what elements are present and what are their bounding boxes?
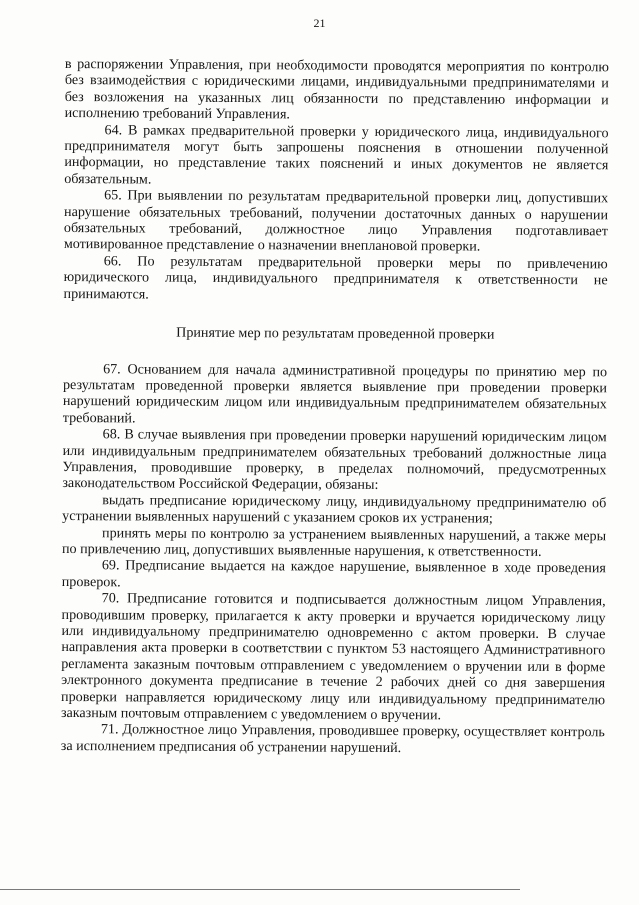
paragraph-68-item-issue-order: выдать предписание юридическому лицу, индивидуальному предпринимателю об устранении выявленных нарушений с указанием сроков их устранения; bbox=[62, 491, 607, 527]
paragraph-68: 68. В случае выявления при проведении проверки нарушений юридическим лицом или индивидуальным предпринимателем обязательных требований должностные лица Управления, проводившие проверку, в пределах полномочий, предусмотренных законодательством Российской Федерации, обязаны: bbox=[62, 426, 607, 494]
section-heading: Принятие мер по результатам проведенной проверки bbox=[176, 324, 495, 343]
document-body bbox=[61, 56, 609, 758]
page-bottom-divider bbox=[0, 889, 520, 890]
paragraph-69: 69. Предписание выдается на каждое нарушение, выявленное в ходе проведения проверок. bbox=[61, 557, 606, 591]
paragraph-64: 64. В рамках предварительной проверки у юридического лица, индивидуального предпринимателя могут быть запрошены пояснения в отношении полученной информации, но представление таких пояснений и иных документов не является обязательным. bbox=[64, 121, 609, 188]
paragraph-continuation: в распоряжении Управления, при необходимости проводятся мероприятия по контролю без взаимодействия с юридическими лицами, индивидуальными предпринимателями и без возложения на указанных лиц обязанности по представлению информации и исполнению требований Управления. bbox=[64, 56, 609, 123]
paragraph-66: 66. По результатам предварительной проверки меры по привлечению юридического лица, индивидуального предпринимателя к ответственности не принимаются. bbox=[63, 253, 608, 303]
paragraph-68-item-take-measures: принять меры по контролю за устранением выявленных нарушений, а также меры по привлечению лиц, допустивших выявленные нарушения, к ответственности. bbox=[61, 524, 607, 560]
page-number: 21 bbox=[313, 16, 326, 30]
paragraph-67: 67. Основанием для начала административной процедуры по принятию мер по результатам проведенной проверки является выявление при проведении проверки нарушений юридическим лицом или индивидуальным предпринимателем обязательных требований. bbox=[62, 360, 608, 427]
paragraph-71: 71. Должностное лицо Управления, проводившее проверку, осуществляет контроль за исполнением предписания об устранении нарушений. bbox=[60, 721, 605, 756]
paragraph-65: 65. При выявлении по результатам предварительной проверки лиц, допустивших нарушение обязательных требований, получении достаточных данных о нарушении обязательных требований, должностное лицо Управления подготавливает мотивированное представление о назначении внеплановой проверки. bbox=[63, 187, 609, 256]
paragraph-70: 70. Предписание готовится и подписывается должностным лицом Управления, проводившим проверку, прилагается к акту проверки и вручается юридическому лицу или индивидуальному предпринимателю одновременно с актом проверки. В случае направления акта проверки в соответствии с пунктом 53 настоящего Административного регламента заказным почтовым отправлением с уведомлением о вручении или в форме электронного документа предписание в течение 2 рабочих дней со дня завершения проверки направляется юридическому лицу или индивидуальному предпринимателю заказным почтовым отправлением с уведомлением о вручении. bbox=[60, 590, 606, 724]
